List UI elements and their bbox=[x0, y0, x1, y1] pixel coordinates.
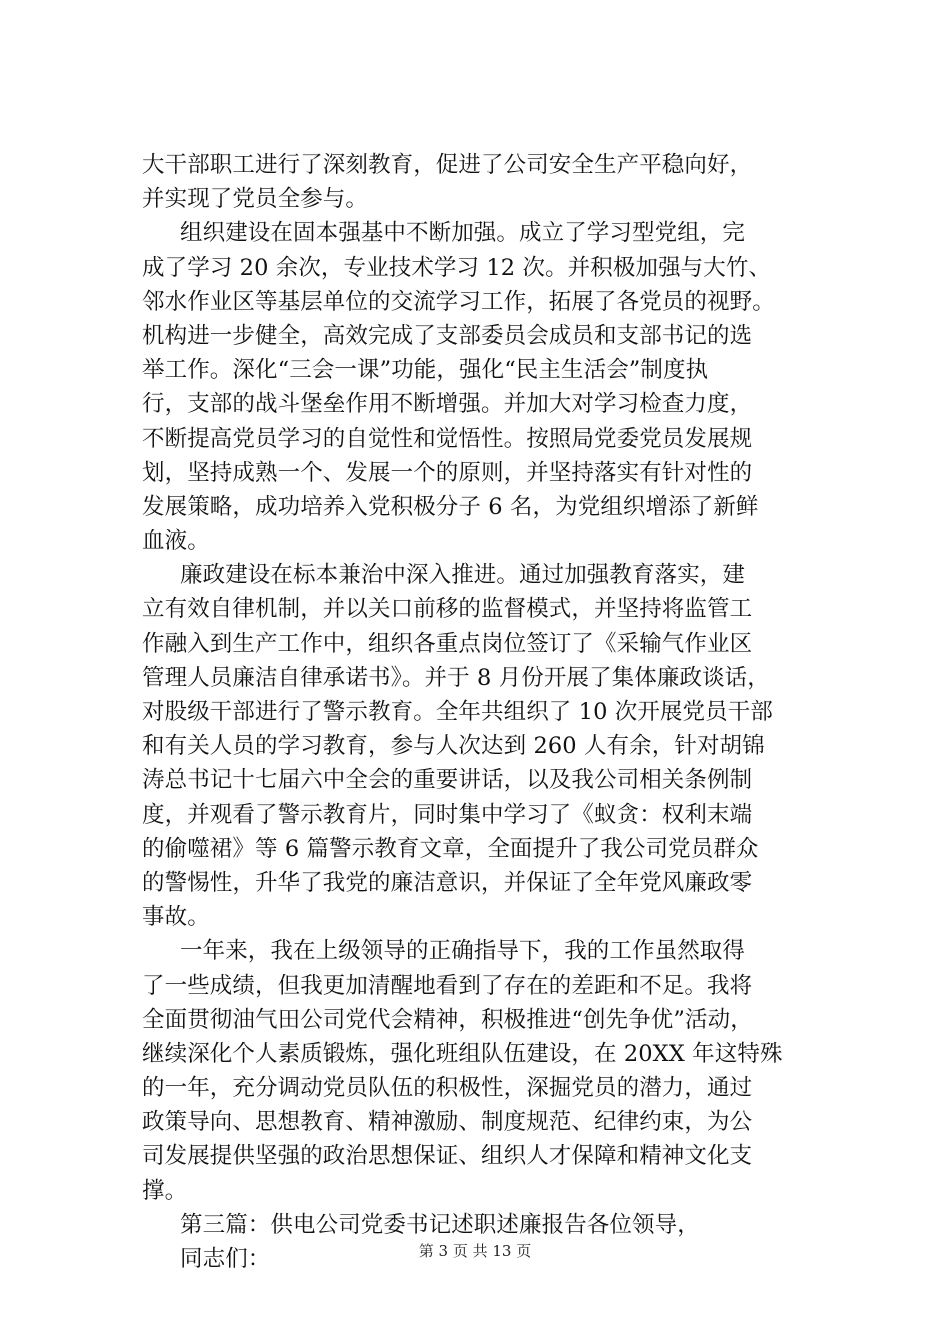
text-line: 和有关人员的学习教育，参与人次达到 260 人有余，针对胡锦 bbox=[142, 733, 765, 760]
text-line: 机构进一步健全，高效完成了支部委员会成员和支部书记的选 bbox=[142, 322, 753, 349]
paragraph-start-line: 廉政建设在标本兼治中深入推进。通过加强教育落实，建 bbox=[180, 562, 746, 589]
text-line: 举工作。深化“三会一课”功能，强化“民主生活会”制度执 bbox=[142, 357, 709, 384]
text-line: 大干部职工进行了深刻教育，促进了公司安全生产平稳向好， bbox=[142, 152, 753, 178]
text-line: 成了学习 20 余次，专业技术学习 12 次。并积极加强与大竹、 bbox=[142, 254, 772, 281]
text-line: 继续深化个人素质锻炼，强化班组队伍建设，在 20XX 年这特殊 bbox=[142, 1040, 783, 1067]
text-line: 度，并观看了警示教育片，同时集中学习了《蚁贪：权利末端 bbox=[142, 801, 753, 828]
text-line: 的偷噬裙》等 6 篇警示教育文章，全面提升了我公司党员群众 bbox=[142, 835, 759, 862]
text-line: 并实现了党员全参与。 bbox=[142, 186, 369, 213]
text-line: 司发展提供坚强的政治思想保证、组织人才保障和精神文化支 bbox=[142, 1143, 753, 1170]
text-line: 事故。 bbox=[142, 904, 210, 931]
text-line: 全面贯彻油气田公司党代会精神，积极推进“创先争优”活动， bbox=[142, 1006, 753, 1033]
text-line: 发展策略，成功培养入党积极分子 6 名，为党组织增添了新鲜 bbox=[142, 493, 759, 520]
text-line: 行，支部的战斗堡垒作用不断增强。并加大对学习检查力度， bbox=[142, 391, 753, 418]
text-line: 划，坚持成熟一个、发展一个的原则，并坚持落实有针对性的 bbox=[142, 459, 753, 486]
text-line: 邻水作业区等基层单位的交流学习工作，拓展了各党员的视野。 bbox=[142, 288, 775, 315]
paragraph-start-line: 一年来，我在上级领导的正确指导下，我的工作虽然取得 bbox=[180, 938, 746, 965]
text-line: 涛总书记十七届六中全会的重要讲话，以及我公司相关条例制 bbox=[142, 767, 753, 794]
text-line: 的警惕性，升华了我党的廉洁意识，并保证了全年党风廉政零 bbox=[142, 869, 753, 896]
text-line: 了一些成绩，但我更加清醒地看到了存在的差距和不足。我将 bbox=[142, 972, 753, 999]
text-line: 撑。 bbox=[142, 1177, 188, 1204]
text-line: 作融入到生产工作中，组织各重点岗位签订了《采输气作业区 bbox=[142, 630, 753, 657]
text-line: 立有效自律机制，并以关口前移的监督模式，并坚持将监管工 bbox=[142, 596, 753, 623]
salutation-line: 同志们： bbox=[180, 1246, 271, 1272]
text-line: 管理人员廉洁自律承诺书》。并于 8 月份开展了集体廉政谈话， bbox=[142, 664, 770, 691]
section-heading-line: 第三篇：供电公司党委书记述职述廉报告各位领导， bbox=[180, 1211, 700, 1238]
body-text bbox=[142, 148, 842, 1276]
page-number-footer: 第 3 页 共 13 页 bbox=[418, 1242, 532, 1260]
text-line: 血液。 bbox=[142, 528, 210, 555]
text-line: 不断提高党员学习的自觉性和觉悟性。按照局党委党员发展规 bbox=[142, 425, 753, 452]
paragraph-start-line: 组织建设在固本强基中不断加强。成立了学习型党组，完 bbox=[180, 220, 746, 247]
text-line: 对股级干部进行了警示教育。全年共组织了 10 次开展党员干部 bbox=[142, 699, 773, 725]
text-line: 政策导向、思想教育、精神激励、制度规范、纪律约束，为公 bbox=[142, 1109, 753, 1136]
text-line: 的一年，充分调动党员队伍的积极性，深掘党员的潜力，通过 bbox=[142, 1075, 753, 1102]
